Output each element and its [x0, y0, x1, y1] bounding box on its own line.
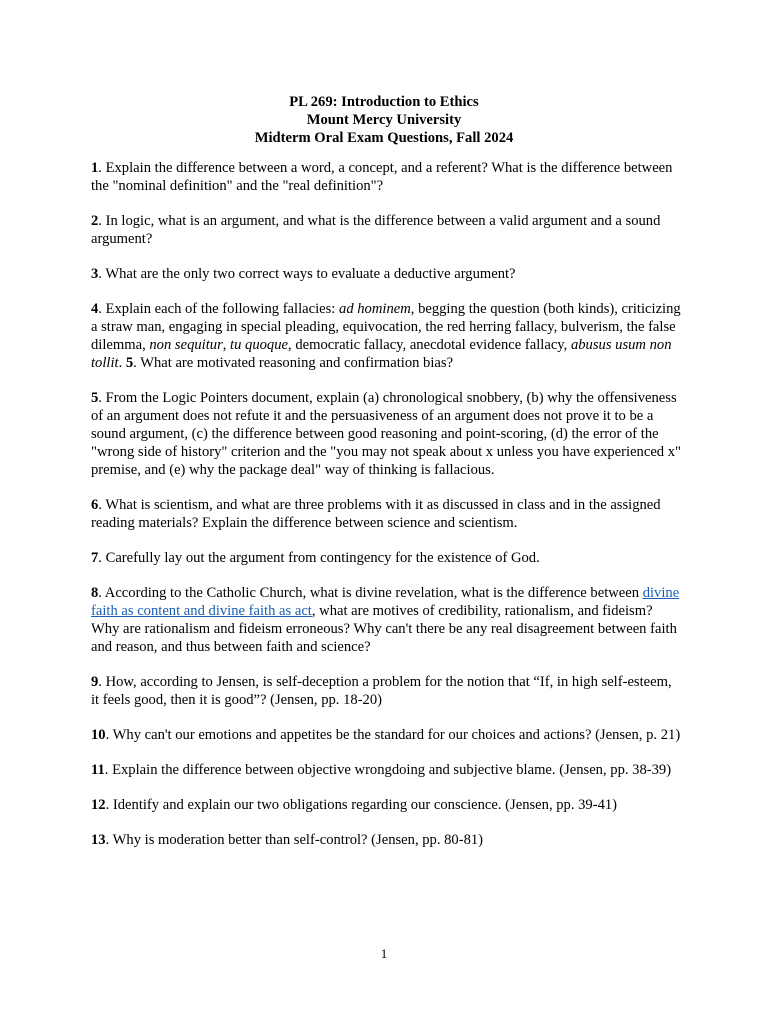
question-text: . How, according to Jensen, is self-deception a problem for the notion that “If, in high self-esteem, it feels good, then it is good”? (Jensen, pp. 18-20) [91, 674, 672, 708]
question-number: 11 [91, 762, 105, 778]
question-number: 3 [91, 266, 99, 282]
question-number: 2 [91, 213, 99, 229]
fallacy-term: tu quoque [230, 337, 289, 353]
question-9 [91, 673, 681, 709]
question-text: . What are motivated reasoning and confirmation bias? [133, 355, 454, 371]
question-5 [91, 389, 681, 479]
question-number: 4 [91, 301, 99, 317]
question-text: , [222, 337, 231, 353]
question-text: , what are motives of credibility, rationalism, and fideism? Why are rationalism and fideism erroneous? Why can't there be any real disagreement between faith and reason, and thus between faith and science? [91, 603, 677, 655]
question-text: . Why can't our emotions and appetites be the standard for our choices and actions? (Jensen, p. 21) [105, 727, 681, 743]
question-number: 5 [125, 355, 134, 371]
page-number: 1 [380, 946, 388, 961]
question-number: 13 [91, 832, 106, 848]
question-text: . Explain the difference between a word, a concept, and a referent? What is the difference between the "nominal definition" and the "real definition"? [91, 160, 673, 194]
question-12 [91, 796, 681, 814]
question-number: 9 [91, 674, 99, 690]
question-number: 12 [91, 797, 106, 813]
question-3 [91, 265, 681, 283]
question-text: . Identify and explain our two obligations regarding our conscience. (Jensen, pp. 39-41) [105, 797, 618, 813]
question-10 [91, 726, 681, 744]
question-text: . Explain the difference between objective wrongdoing and subjective blame. (Jensen, pp. 38-39) [104, 762, 672, 778]
question-text: . Explain each of the following fallacies: [98, 301, 340, 317]
question-number: 7 [91, 550, 99, 566]
question-number: 5 [91, 390, 99, 406]
question-text: . What are the only two correct ways to evaluate a deductive argument? [98, 266, 516, 282]
fallacy-term: non sequitur [149, 337, 223, 353]
question-2 [91, 212, 681, 248]
question-number: 8 [91, 585, 99, 601]
question-text: . In logic, what is an argument, and what is the difference between a valid argument and a sound argument? [91, 213, 661, 247]
fallacy-term: ad hominem [339, 301, 411, 317]
question-text: . [118, 355, 126, 371]
question-4 [91, 300, 681, 372]
fallacy-term: abusus usum non tollit [91, 337, 672, 371]
question-text: . Carefully lay out the argument from contingency for the existence of God. [98, 550, 540, 566]
question-text: . Why is moderation better than self-control? (Jensen, pp. 80-81) [105, 832, 484, 848]
question-number: 1 [91, 160, 99, 176]
divine-faith-link[interactable]: divine faith as content and divine faith as act [91, 585, 680, 619]
question-11 [91, 761, 681, 779]
question-8 [91, 584, 681, 656]
question-text: . What is scientism, and what are three problems with it as discussed in class and in the assigned reading materials? Explain the difference between science and scientism. [91, 497, 661, 531]
document-header [0, 93, 768, 147]
question-1 [91, 159, 681, 195]
course-title: PL 269: Introduction to Ethics [289, 94, 479, 110]
university-name: Mount Mercy University [306, 112, 462, 128]
question-7 [91, 549, 681, 567]
exam-title: Midterm Oral Exam Questions, Fall 2024 [254, 130, 514, 146]
question-text: . From the Logic Pointers document, explain (a) chronological snobbery, (b) why the offensiveness of an argument does not refute it and the persuasiveness of an argument does not prove it to be a sound argument, (c) the difference between good reasoning and point-scoring, (d) the error of the "wrong side of history" criterion and the "you may not speak about x unless you have experienced x" premise, and (e) why the package deal" way of thinking is fallacious. [91, 390, 681, 478]
question-text: . According to the Catholic Church, what is divine revelation, what is the difference between [98, 585, 643, 601]
question-list [91, 159, 681, 866]
question-number: 10 [91, 727, 106, 743]
question-6 [91, 496, 681, 532]
question-text: , democratic fallacy, anecdotal evidence fallacy, [288, 337, 571, 353]
question-13 [91, 831, 681, 849]
question-number: 6 [91, 497, 99, 513]
question-text: , begging the question (both kinds), criticizing a straw man, engaging in special pleading, equivocation, the red herring fallacy, bulverism, the false dilemma, [91, 301, 681, 353]
